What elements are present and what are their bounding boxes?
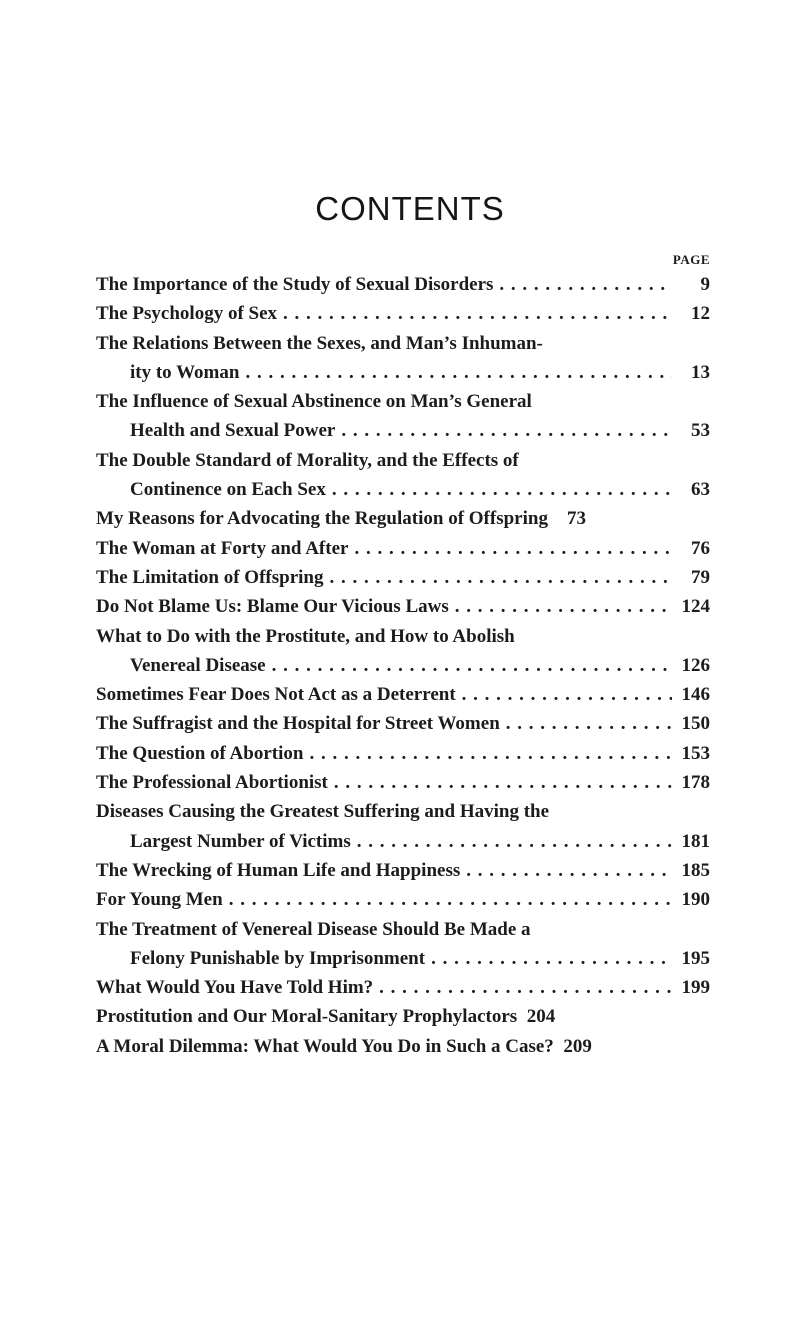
toc-entry-page-number: 126 — [681, 654, 710, 676]
toc-entry-row — [96, 1032, 710, 1061]
toc-entry-page-number: 76 — [691, 537, 710, 559]
toc-entry-title-line: The Psychology of Sex — [96, 303, 278, 325]
dot-leader — [328, 768, 672, 797]
dot-leader — [493, 270, 672, 299]
toc-entry-row — [96, 563, 710, 592]
dot-leader — [425, 944, 672, 973]
toc-entry-row — [96, 709, 710, 738]
toc-entry-row — [96, 885, 710, 914]
toc-list — [96, 270, 710, 1061]
toc-entry — [96, 270, 710, 299]
toc-entry-page-number: 181 — [681, 830, 710, 852]
toc-entry-row — [96, 739, 710, 768]
toc-entry-page-number: 199 — [681, 977, 710, 999]
toc-entry-title-line: The Wrecking of Human Life and Happiness — [96, 859, 461, 881]
toc-entry — [96, 768, 710, 797]
toc-entry — [96, 622, 710, 681]
toc-entry-title-line: For Young Men — [96, 889, 223, 911]
toc-entry-page-number: 190 — [681, 889, 710, 911]
dot-leader — [223, 885, 672, 914]
dot-leader — [277, 299, 672, 328]
toc-entry — [96, 563, 710, 592]
toc-entry — [96, 592, 710, 621]
toc-entry — [96, 387, 710, 446]
toc-entry-row — [96, 504, 710, 533]
dot-leader — [500, 709, 672, 738]
toc-entry-title-line: Do Not Blame Us: Blame Our Vicious Laws — [96, 596, 449, 618]
toc-entry-title-line: Felony Punishable by Imprisonment — [130, 947, 426, 969]
toc-entry — [96, 1032, 710, 1061]
dot-leader — [303, 739, 672, 768]
toc-entry-page-number: 79 — [691, 566, 710, 588]
toc-entry — [96, 915, 710, 974]
toc-entry-title-line: The Influence of Sexual Abstinence on Man’s General — [96, 391, 532, 413]
contents-page — [96, 190, 710, 1061]
toc-entry — [96, 885, 710, 914]
dot-leader — [326, 475, 672, 504]
toc-entry-page-number: 124 — [681, 596, 710, 618]
toc-entry-row — [96, 944, 710, 973]
page-title: CONTENTS — [315, 190, 505, 227]
toc-entry-title-line: A Moral Dilemma: What Would You Do in Such a Case? — [96, 1035, 554, 1057]
toc-entry-row — [96, 827, 710, 856]
toc-entry-title-line: My Reasons for Advocating the Regulation of Offspring — [96, 508, 548, 530]
toc-entry — [96, 973, 710, 1002]
page-column-label: PAGE — [672, 252, 710, 267]
toc-entry-page-number: 153 — [681, 742, 710, 764]
toc-entry — [96, 680, 710, 709]
toc-entry — [96, 797, 710, 856]
dot-leader — [266, 651, 672, 680]
toc-entry-title-line: Health and Sexual Power — [130, 420, 336, 442]
dot-leader — [351, 827, 672, 856]
toc-entry — [96, 709, 710, 738]
dot-leader — [239, 358, 672, 387]
toc-entry — [96, 534, 710, 563]
toc-entry-title-line: The Limitation of Offspring — [96, 566, 324, 588]
toc-entry-row — [96, 416, 710, 445]
toc-entry-title-line: The Question of Abortion — [96, 742, 304, 764]
toc-entry-page-number: 195 — [681, 947, 710, 969]
toc-entry-row — [96, 592, 710, 621]
toc-entry-title-line: Largest Number of Victims — [130, 830, 351, 852]
dot-leader — [373, 973, 672, 1002]
toc-entry-row — [96, 856, 710, 885]
dot-leader — [460, 856, 672, 885]
toc-entry-title-line: The Importance of the Study of Sexual Disorders — [96, 274, 494, 295]
toc-entry-row — [96, 768, 710, 797]
toc-entry-title-line: The Treatment of Venereal Disease Should Be Made a — [96, 918, 531, 940]
toc-entry-page-number: 209 — [563, 1035, 592, 1057]
toc-entry-page-number: 146 — [681, 684, 710, 706]
toc-entry-row — [96, 534, 710, 563]
dot-leader — [335, 416, 672, 445]
toc-entry-title-line: Prostitution and Our Moral-Sanitary Prophylactors — [96, 1006, 518, 1028]
toc-entry — [96, 299, 710, 328]
toc-entry-page-number: 73 — [566, 508, 586, 530]
toc-entry-page-number: 53 — [691, 420, 710, 442]
toc-entry-title-line: Continence on Each Sex — [130, 479, 326, 501]
toc-entry-title-line: What to Do with the Prostitute, and How to Abolish — [96, 625, 515, 647]
toc-entry-row — [96, 651, 710, 680]
toc-entry — [96, 329, 710, 388]
toc-entry-row — [96, 270, 710, 299]
toc-entry-title-line: The Woman at Forty and After — [96, 537, 349, 559]
toc-entry-page-number: 204 — [526, 1006, 556, 1028]
toc-entry — [96, 504, 710, 533]
toc-entry-title-line: Sometimes Fear Does Not Act as a Deterrent — [96, 684, 456, 706]
dot-leader — [323, 563, 672, 592]
toc-entry-row — [96, 358, 710, 387]
toc-entry-page-number: 12 — [691, 303, 710, 325]
toc-entry — [96, 856, 710, 885]
toc-entry-row — [96, 680, 710, 709]
toc-entry-title-line: Venereal Disease — [130, 654, 266, 676]
toc-entry-title-line: ity to Woman — [130, 361, 240, 383]
toc-entry-title-line: Diseases Causing the Greatest Suffering and Having the — [96, 801, 550, 823]
toc-entry-page-number: 178 — [681, 772, 710, 794]
toc-entry — [96, 1002, 710, 1031]
toc-entry-title-line: The Suffragist and the Hospital for Street Women — [96, 713, 500, 735]
dot-leader — [456, 680, 672, 709]
toc-entry — [96, 739, 710, 768]
toc-entry-page-number: 63 — [691, 479, 710, 501]
toc-entry-row — [96, 475, 710, 504]
toc-entry-page-number: 185 — [681, 859, 710, 881]
dot-leader — [449, 592, 672, 621]
toc-entry-title-line: The Double Standard of Morality, and the Effects of — [96, 449, 519, 471]
dot-leader — [348, 534, 672, 563]
toc-entry-title-line: What Would You Have Told Him? — [96, 977, 374, 999]
toc-entry-page-number: 150 — [681, 713, 710, 735]
toc-entry-title-line: The Professional Abortionist — [96, 772, 328, 794]
toc-entry — [96, 446, 710, 505]
toc-entry-row — [96, 1002, 710, 1031]
toc-entry-row — [96, 299, 710, 328]
toc-entry-page-number: 13 — [691, 361, 710, 383]
toc-entry-title-line: The Relations Between the Sexes, and Man’s Inhuman- — [96, 332, 543, 354]
toc-entry-row — [96, 973, 710, 1002]
toc-entry-page-number: 9 — [700, 274, 710, 295]
